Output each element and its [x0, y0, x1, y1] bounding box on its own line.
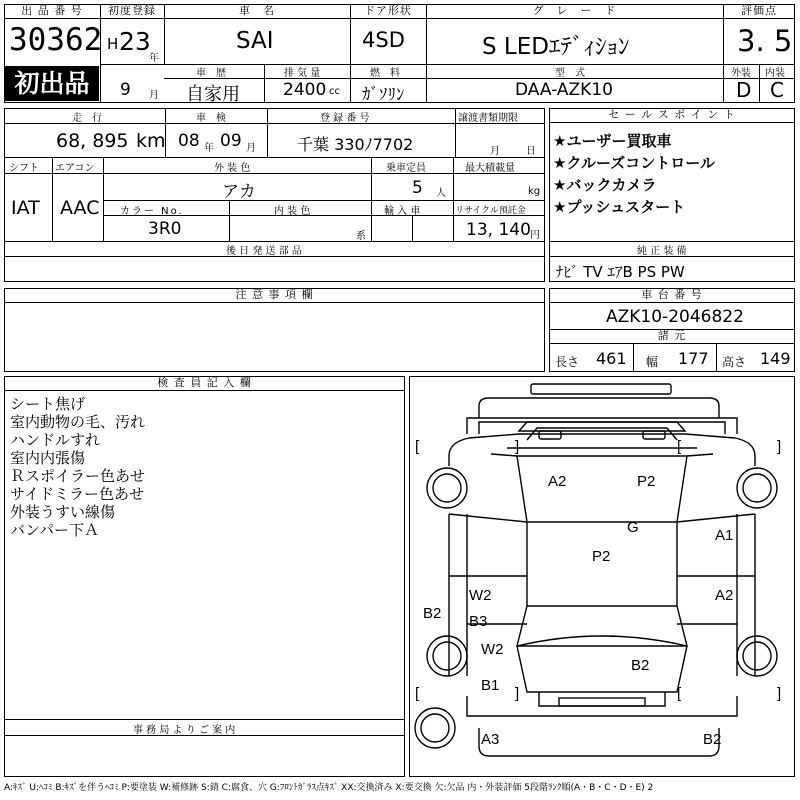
ac: AAC	[60, 197, 100, 219]
mileage-unit: km	[136, 130, 166, 152]
model-label: 型 式	[555, 68, 585, 79]
office-label: 事 務 局 よ り ご 案 内	[133, 725, 236, 736]
damage-mark: B2	[423, 605, 442, 622]
damage-mark: B1	[481, 677, 500, 694]
shift-label: シフト	[9, 163, 39, 174]
inspector-label: 検 査 員 記 入 欄	[4, 376, 405, 391]
deadline-day: 日	[526, 146, 536, 157]
first-listing-badge: 初出品	[5, 66, 99, 101]
bracket-mark: ]	[777, 438, 782, 455]
history: 自家用	[186, 84, 240, 105]
genuine-label: 純 正 装 備	[637, 246, 687, 257]
inspection-label: 車 検	[196, 113, 226, 124]
int-color-unit: 系	[356, 231, 366, 242]
displacement-label: 排 気 量	[284, 68, 321, 79]
insp-month: 09	[220, 131, 242, 151]
car-name-label: 車 名	[164, 4, 350, 19]
length: 461	[596, 349, 627, 368]
score-label: 評価点	[723, 4, 795, 19]
chassis-number: AZK10-2046822	[606, 307, 744, 327]
mileage-label: 走 行	[72, 113, 102, 124]
damage-mark: A1	[715, 527, 734, 544]
legend: A:ｷｽﾞ U:ﾍｺﾐ B:ｷｽﾞを伴うﾍｺﾐ P:要塗装 W:補修跡 S:錆 C:腐食、穴 G:ﾌﾛﾝﾄｶﾞﾗｽ点ｷｽﾞ XX:交換済み X:要交換 欠:欠品 内・外装評価 5段階ﾗﾝｸ順(A・B・C・D・E) 2	[4, 783, 654, 793]
bracket-mark: [	[677, 438, 682, 455]
displacement-unit: cc	[329, 86, 340, 97]
inspector-note: 室内動物の毛、汚れ	[10, 413, 146, 431]
inspector-note: 室内内張傷	[10, 449, 86, 467]
color-number: 3R0	[148, 219, 182, 239]
bracket-mark: [	[415, 438, 420, 455]
insp-year-unit: 年	[204, 143, 214, 154]
width: 177	[678, 349, 709, 368]
door-type: 4SD	[362, 28, 405, 52]
damage-mark: B3	[469, 613, 488, 630]
reg-year: 23	[119, 27, 151, 56]
inspector-note: サイドミラー色あせ	[10, 485, 144, 503]
import-label: 輸 入 車	[384, 206, 421, 217]
deadline-month: 月	[490, 146, 500, 157]
damage-mark: G	[627, 519, 639, 536]
grade-label: グ レ ー ド	[426, 4, 723, 19]
capacity-label: 乗車定員	[386, 163, 426, 174]
exterior-color: アカ	[222, 182, 256, 202]
recycle-label: リサイクル預託金	[455, 206, 526, 216]
sales-point-item: ★ユーザー買取車	[553, 132, 672, 150]
interior-grade: C	[770, 78, 784, 102]
fuel: ｶﾞｿﾘﾝ	[362, 85, 405, 105]
plate-number: 千葉 330ﾉ7702	[297, 135, 414, 154]
width-label: 幅	[646, 355, 659, 369]
lot-no-label: 出 品 番 号	[4, 4, 100, 19]
specs-label: 諸 元	[549, 329, 795, 344]
later-parts-label: 後 日 発 送 部 品	[226, 246, 302, 257]
history-label: 車 歴	[196, 68, 226, 79]
mileage: 68, 895	[56, 130, 129, 152]
inspector-note: シート焦げ	[10, 395, 86, 413]
chassis-label: 車 台 番 号	[549, 288, 795, 303]
first-reg-label: 初度登録	[100, 4, 164, 19]
inspector-note: ハンドルすれ	[10, 431, 101, 449]
height: 149	[760, 349, 791, 368]
sales-points-label: セ ー ル ス ポ イ ン ト	[549, 108, 795, 123]
damage-mark: A3	[481, 731, 500, 748]
year-unit: 年	[149, 53, 159, 64]
car-name: SAI	[236, 28, 274, 54]
bracket-mark: [	[415, 685, 420, 702]
plate-label: 登 録 番 号	[320, 113, 370, 124]
inspector-notes	[10, 395, 145, 539]
bracket-mark: ]	[777, 685, 782, 702]
score: 3. 5	[737, 24, 793, 58]
genuine-equipment: ﾅﾋﾞ TV ｴｱB PS PW	[556, 263, 685, 281]
recycle-unit: 円	[530, 230, 540, 241]
damage-mark: B2	[703, 731, 722, 748]
exterior-label: 外装	[731, 68, 751, 79]
model: DAA-AZK10	[515, 80, 613, 100]
interior-label: 内装	[765, 68, 785, 79]
exterior-grade: D	[736, 78, 752, 102]
car-diagram	[409, 376, 795, 777]
month-unit: 月	[149, 90, 159, 101]
reg-month: 9	[120, 80, 131, 100]
height-label: 高さ	[722, 355, 747, 369]
shift: IAT	[11, 197, 40, 219]
load-unit: kg	[528, 186, 541, 197]
inspector-note: バンパー下Ａ	[10, 521, 99, 539]
damage-mark: W2	[481, 641, 504, 658]
ac-label: エアコン	[55, 163, 95, 174]
capacity: 5	[412, 178, 423, 198]
era: H	[107, 35, 119, 53]
fuel-label: 燃 料	[370, 68, 400, 79]
bracket-mark: [	[677, 685, 682, 702]
color-no-label: カラー No.	[120, 206, 184, 217]
sales-point-item: ★プッシュスタート	[553, 198, 686, 216]
damage-mark: P2	[637, 473, 656, 490]
damage-mark: A2	[715, 587, 734, 604]
grade: S LEDｴﾃﾞｨｼｮﾝ	[482, 34, 630, 60]
recycle-fee: 13, 140	[466, 220, 531, 240]
capacity-unit: 人	[436, 188, 446, 199]
length-label: 長さ	[555, 355, 580, 369]
lot-number: 30362	[9, 22, 103, 58]
damage-mark: W2	[469, 587, 492, 604]
bracket-mark: ]	[515, 438, 520, 455]
bracket-mark: ]	[515, 685, 520, 702]
damage-mark: B2	[631, 657, 650, 674]
displacement: 2400	[283, 80, 327, 100]
inspector-note: Ｒスポイラー色あせ	[10, 467, 146, 485]
load-label: 最大積載量	[465, 163, 515, 174]
insp-month-unit: 月	[246, 143, 256, 154]
deadline-label: 譲渡書類期限	[458, 113, 518, 124]
inspector-note: 外装うすい線傷	[10, 503, 116, 521]
int-color-label: 内 装 色	[274, 206, 311, 217]
notes-label: 注 意 事 項 欄	[4, 288, 545, 303]
door-label: ドア形状	[350, 4, 426, 19]
sales-points-list	[553, 130, 715, 218]
insp-year: 08	[178, 131, 200, 151]
damage-mark: P2	[592, 548, 611, 565]
damage-mark: A2	[548, 473, 567, 490]
color-label: 外 装 色	[214, 163, 251, 174]
sales-point-item: ★クルーズコントロール	[553, 154, 715, 172]
sales-point-item: ★バックカメラ	[553, 176, 657, 194]
